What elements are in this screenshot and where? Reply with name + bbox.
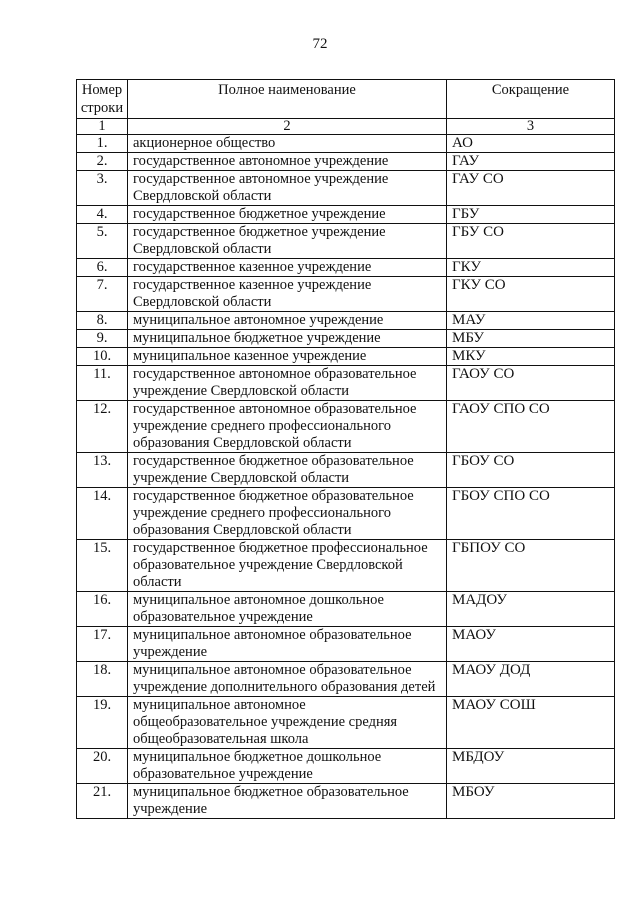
row-full-name: муниципальное бюджетное учреждение bbox=[128, 330, 447, 348]
row-number: 15. bbox=[77, 540, 128, 592]
row-number: 7. bbox=[77, 277, 128, 312]
row-abbreviation: ГАУ СО bbox=[447, 171, 615, 206]
table-row bbox=[77, 277, 615, 312]
row-number: 6. bbox=[77, 259, 128, 277]
row-number: 16. bbox=[77, 592, 128, 627]
table-row bbox=[77, 171, 615, 206]
row-abbreviation: МАОУ ДОД bbox=[447, 662, 615, 697]
row-abbreviation: ГБУ bbox=[447, 206, 615, 224]
row-full-name: муниципальное автономное дошкольное образовательное учреждение bbox=[128, 592, 447, 627]
header-abbreviation: Сокращение bbox=[447, 80, 615, 119]
table-body bbox=[77, 135, 615, 819]
table-row bbox=[77, 627, 615, 662]
row-full-name: государственное автономное учреждение bbox=[128, 153, 447, 171]
row-full-name: государственное казенное учреждение Свердловской области bbox=[128, 277, 447, 312]
row-abbreviation: ГКУ СО bbox=[447, 277, 615, 312]
row-abbreviation: АО bbox=[447, 135, 615, 153]
row-full-name: муниципальное автономное образовательное учреждение дополнительного образования детей bbox=[128, 662, 447, 697]
row-abbreviation: МАДОУ bbox=[447, 592, 615, 627]
row-full-name: государственное автономное образовательное учреждение среднего профессионального образования Свердловской области bbox=[128, 401, 447, 453]
column-index: 2 bbox=[128, 119, 447, 135]
row-number: 9. bbox=[77, 330, 128, 348]
row-full-name: муниципальное автономное учреждение bbox=[128, 312, 447, 330]
row-number: 10. bbox=[77, 348, 128, 366]
row-abbreviation: ГАОУ СПО СО bbox=[447, 401, 615, 453]
table-row bbox=[77, 259, 615, 277]
row-abbreviation: ГБУ СО bbox=[447, 224, 615, 259]
row-abbreviation: ГАУ bbox=[447, 153, 615, 171]
row-abbreviation: МБУ bbox=[447, 330, 615, 348]
row-number: 11. bbox=[77, 366, 128, 401]
row-full-name: государственное казенное учреждение bbox=[128, 259, 447, 277]
column-index: 1 bbox=[77, 119, 128, 135]
row-abbreviation: ГБПОУ СО bbox=[447, 540, 615, 592]
table-header-row bbox=[77, 80, 615, 119]
table-row bbox=[77, 592, 615, 627]
table-row bbox=[77, 224, 615, 259]
row-full-name: государственное бюджетное образовательное учреждение Свердловской области bbox=[128, 453, 447, 488]
abbreviations-table bbox=[76, 79, 615, 819]
table-row bbox=[77, 153, 615, 171]
table-row bbox=[77, 330, 615, 348]
row-abbreviation: МБДОУ bbox=[447, 749, 615, 784]
row-abbreviation: ГБОУ СПО СО bbox=[447, 488, 615, 540]
row-abbreviation: ГАОУ СО bbox=[447, 366, 615, 401]
row-number: 2. bbox=[77, 153, 128, 171]
row-full-name: муниципальное автономное общеобразовательное учреждение средняя общеобразовательная школа bbox=[128, 697, 447, 749]
table-row bbox=[77, 540, 615, 592]
table-row bbox=[77, 366, 615, 401]
row-abbreviation: ГБОУ СО bbox=[447, 453, 615, 488]
row-full-name: акционерное общество bbox=[128, 135, 447, 153]
row-abbreviation: МБОУ bbox=[447, 784, 615, 819]
table-row bbox=[77, 135, 615, 153]
row-number: 1. bbox=[77, 135, 128, 153]
row-number: 13. bbox=[77, 453, 128, 488]
table-row bbox=[77, 453, 615, 488]
row-number: 12. bbox=[77, 401, 128, 453]
row-number: 21. bbox=[77, 784, 128, 819]
row-full-name: государственное бюджетное профессиональное образовательное учреждение Свердловской области bbox=[128, 540, 447, 592]
row-abbreviation: МАОУ СОШ bbox=[447, 697, 615, 749]
row-abbreviation: МАУ bbox=[447, 312, 615, 330]
column-index: 3 bbox=[447, 119, 615, 135]
row-full-name: муниципальное казенное учреждение bbox=[128, 348, 447, 366]
column-index-row bbox=[77, 119, 615, 135]
table-row bbox=[77, 348, 615, 366]
row-number: 20. bbox=[77, 749, 128, 784]
row-number: 3. bbox=[77, 171, 128, 206]
row-full-name: муниципальное автономное образовательное учреждение bbox=[128, 627, 447, 662]
row-number: 19. bbox=[77, 697, 128, 749]
table-row bbox=[77, 488, 615, 540]
row-full-name: муниципальное бюджетное образовательное учреждение bbox=[128, 784, 447, 819]
table-row bbox=[77, 312, 615, 330]
row-full-name: государственное бюджетное учреждение bbox=[128, 206, 447, 224]
row-abbreviation: МКУ bbox=[447, 348, 615, 366]
row-number: 5. bbox=[77, 224, 128, 259]
table-row bbox=[77, 662, 615, 697]
row-number: 17. bbox=[77, 627, 128, 662]
table-row bbox=[77, 784, 615, 819]
row-number: 18. bbox=[77, 662, 128, 697]
row-abbreviation: ГКУ bbox=[447, 259, 615, 277]
row-number: 4. bbox=[77, 206, 128, 224]
table-row bbox=[77, 749, 615, 784]
row-full-name: государственное бюджетное учреждение Свердловской области bbox=[128, 224, 447, 259]
row-number: 14. bbox=[77, 488, 128, 540]
table-row bbox=[77, 401, 615, 453]
table-row bbox=[77, 206, 615, 224]
row-full-name: государственное автономное учреждение Свердловской области bbox=[128, 171, 447, 206]
page-number: 72 bbox=[312, 36, 328, 52]
row-full-name: муниципальное бюджетное дошкольное образовательное учреждение bbox=[128, 749, 447, 784]
header-number: Номер строки bbox=[77, 80, 128, 119]
table-row bbox=[77, 697, 615, 749]
row-full-name: государственное автономное образовательное учреждение Свердловской области bbox=[128, 366, 447, 401]
row-full-name: государственное бюджетное образовательное учреждение среднего профессионального образования Свердловской области bbox=[128, 488, 447, 540]
row-number: 8. bbox=[77, 312, 128, 330]
row-abbreviation: МАОУ bbox=[447, 627, 615, 662]
header-full-name: Полное наименование bbox=[128, 80, 447, 119]
